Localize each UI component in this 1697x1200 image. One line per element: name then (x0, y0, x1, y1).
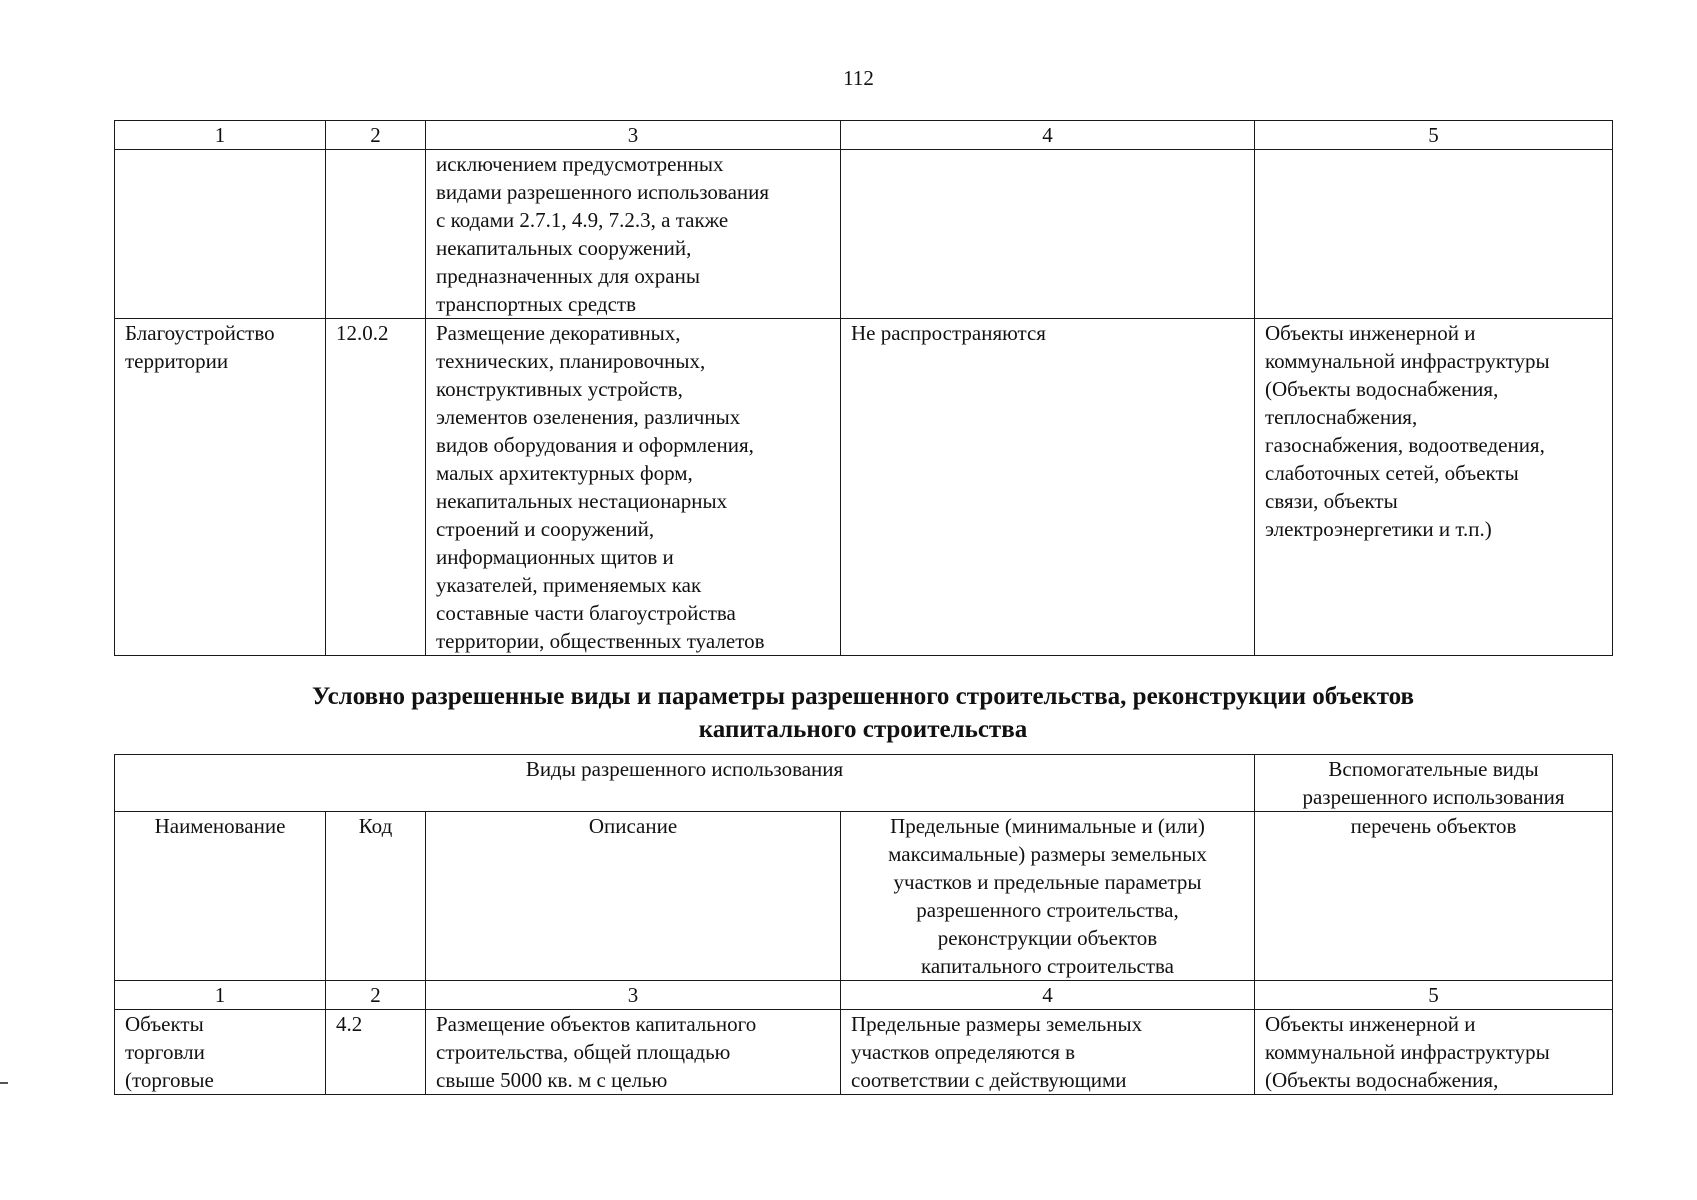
name-cell: Объекты торговли (торговые (115, 1010, 326, 1095)
section-heading-line-1: Условно разрешенные виды и параметры разрешенного строительства, реконструкции объектов (311, 683, 1415, 710)
description-header: Описание (426, 812, 841, 981)
name-cell: Благоустройство территории (115, 319, 326, 656)
column-header-row (115, 812, 1613, 981)
parameters-cell: Не распространяются (841, 319, 1255, 656)
column-number-2: 2 (326, 121, 426, 150)
table-row (115, 1010, 1613, 1095)
section-heading-line-2: капитального строительства (698, 716, 1028, 743)
column-number-1: 1 (115, 981, 326, 1010)
group-header-cell: Виды разрешенного использования (115, 755, 1255, 812)
table-row (115, 319, 1613, 656)
column-number-5: 5 (1255, 981, 1613, 1010)
auxiliary-cell: Объекты инженерной и коммунальной инфраструктуры (Объекты водоснабжения, теплоснабжения, газоснабжения, водоотведения, слаботочных сетей, объекты связи, объекты электроэнергетики и т.п.) (1255, 319, 1613, 656)
code-header: Код (326, 812, 426, 981)
code-cell: 12.0.2 (326, 319, 426, 656)
table-row (115, 150, 1613, 319)
code-cell: 4.2 (326, 1010, 426, 1095)
auxiliary-cell: Объекты инженерной и коммунальной инфраструктуры (Объекты водоснабжения, (1255, 1010, 1613, 1095)
column-number-row (115, 981, 1613, 1010)
column-number-2: 2 (326, 981, 426, 1010)
continued-table (114, 120, 1613, 656)
auxiliary-group-header-cell: Вспомогательные виды разрешенного использования (1255, 755, 1613, 812)
parameters-header: Предельные (минимальные и (или) максимальные) размеры земельных участков и предельные параметры разрешенного строительства, реконструкции объектов капитального строительства (841, 812, 1255, 981)
conditional-uses-table (114, 754, 1613, 1095)
name-cell (115, 150, 326, 319)
parameters-cell: Предельные размеры земельных участков определяются в соответствии с действующими (841, 1010, 1255, 1095)
description-cell: Размещение объектов капитального строительства, общей площадью свыше 5000 кв. м с целью (426, 1010, 841, 1095)
section-heading (114, 680, 1612, 746)
page-number: 112 (843, 66, 874, 90)
group-header-row (115, 755, 1613, 812)
scan-margin-mark (0, 1082, 8, 1084)
code-cell (326, 150, 426, 319)
column-number-3: 3 (426, 981, 841, 1010)
column-number-5: 5 (1255, 121, 1613, 150)
auxiliary-cell (1255, 150, 1613, 319)
column-number-row (115, 121, 1613, 150)
description-cell: исключением предусмотренных видами разрешенного использования с кодами 2.7.1, 4.9, 7.2.3, а также некапитальных сооружений, предназначенных для охраны транспортных средств (426, 150, 841, 319)
name-header: Наименование (115, 812, 326, 981)
column-number-1: 1 (115, 121, 326, 150)
column-number-4: 4 (841, 981, 1255, 1010)
description-cell: Размещение декоративных, технических, планировочных, конструктивных устройств, элементов озеленения, различных видов оборудования и оформления, малых архитектурных форм, некапитальных нестационарных строений и сооружений, информационных щитов и указателей, применяемых как составные части благоустройства территории, общественных туалетов (426, 319, 841, 656)
auxiliary-header: перечень объектов (1255, 812, 1613, 981)
column-number-4: 4 (841, 121, 1255, 150)
column-number-3: 3 (426, 121, 841, 150)
parameters-cell (841, 150, 1255, 319)
